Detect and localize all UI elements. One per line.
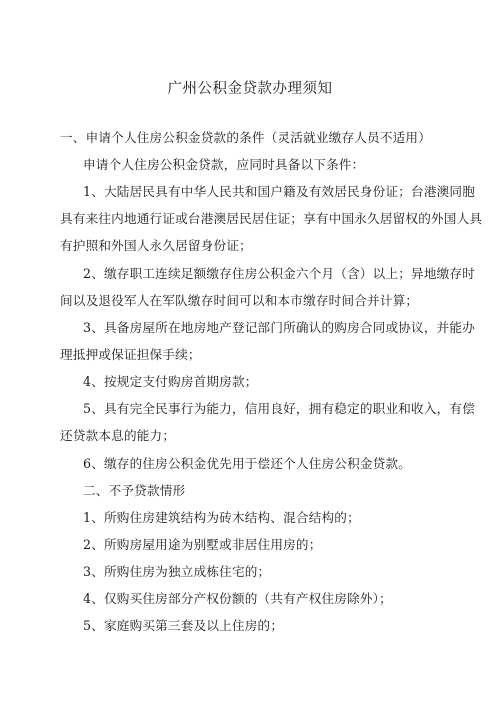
- document-title: 广州公积金贷款办理须知: [167, 81, 333, 97]
- paragraph-line: 2、所购房屋用途为别墅或非居住用房的；: [83, 537, 322, 552]
- paragraph-line: 4、仅购买住房部分产权份额的（共有产权住房除外）；: [83, 591, 392, 606]
- paragraph-line: 3、具备房屋所在地房地产登记部门所确认的购房合同或协议，并能办: [83, 320, 476, 335]
- paragraph-line: 申请个人住房公积金贷款，应同时具备以下条件：: [83, 157, 365, 172]
- paragraph-line: 有护照和外国人永久居留身份证；: [60, 238, 252, 253]
- paragraph-line: 具有来往内地通行证或台港澳居民居住证；享有中国永久居留权的外国人具: [60, 211, 483, 226]
- paragraph-line: 间以及退役军人在军队缴存时间可以和本市缴存时间合并计算；: [60, 293, 419, 308]
- paragraph-line: 1、所购住房建筑结构为砖木结构、混合结构的；: [83, 510, 360, 525]
- paragraph-line: 理抵押或保证担保手续；: [60, 347, 201, 362]
- paragraph-line: 还贷款本息的能力；: [60, 428, 176, 443]
- paragraph-line: 6、缴存的住房公积金优先用于偿还个人住房公积金贷款。: [83, 456, 412, 471]
- paragraph-line: 1、大陆居民具有中华人民共和国户籍及有效居民身份证；台港澳同胞: [83, 184, 476, 199]
- paragraph-line: 2、缴存职工连续足额缴存住房公积金六个月（含）以上；异地缴存时: [83, 266, 476, 281]
- section-heading-conditions: 一、申请个人住房公积金贷款的条件（灵活就业缴存人员不适用）: [60, 130, 432, 145]
- paragraph-line: 5、具有完全民事行为能力，信用良好，拥有稳定的职业和收入，有偿: [83, 401, 476, 416]
- paragraph-line: 4、按规定支付购房首期房款；: [83, 374, 258, 389]
- section-heading-exclusions: 二、不予贷款情形: [83, 483, 186, 498]
- paragraph-line: 3、所购住房为独立成栋住宅的；: [83, 564, 271, 579]
- paragraph-line: 5、家庭购买第三套及以上住房的；: [83, 618, 284, 633]
